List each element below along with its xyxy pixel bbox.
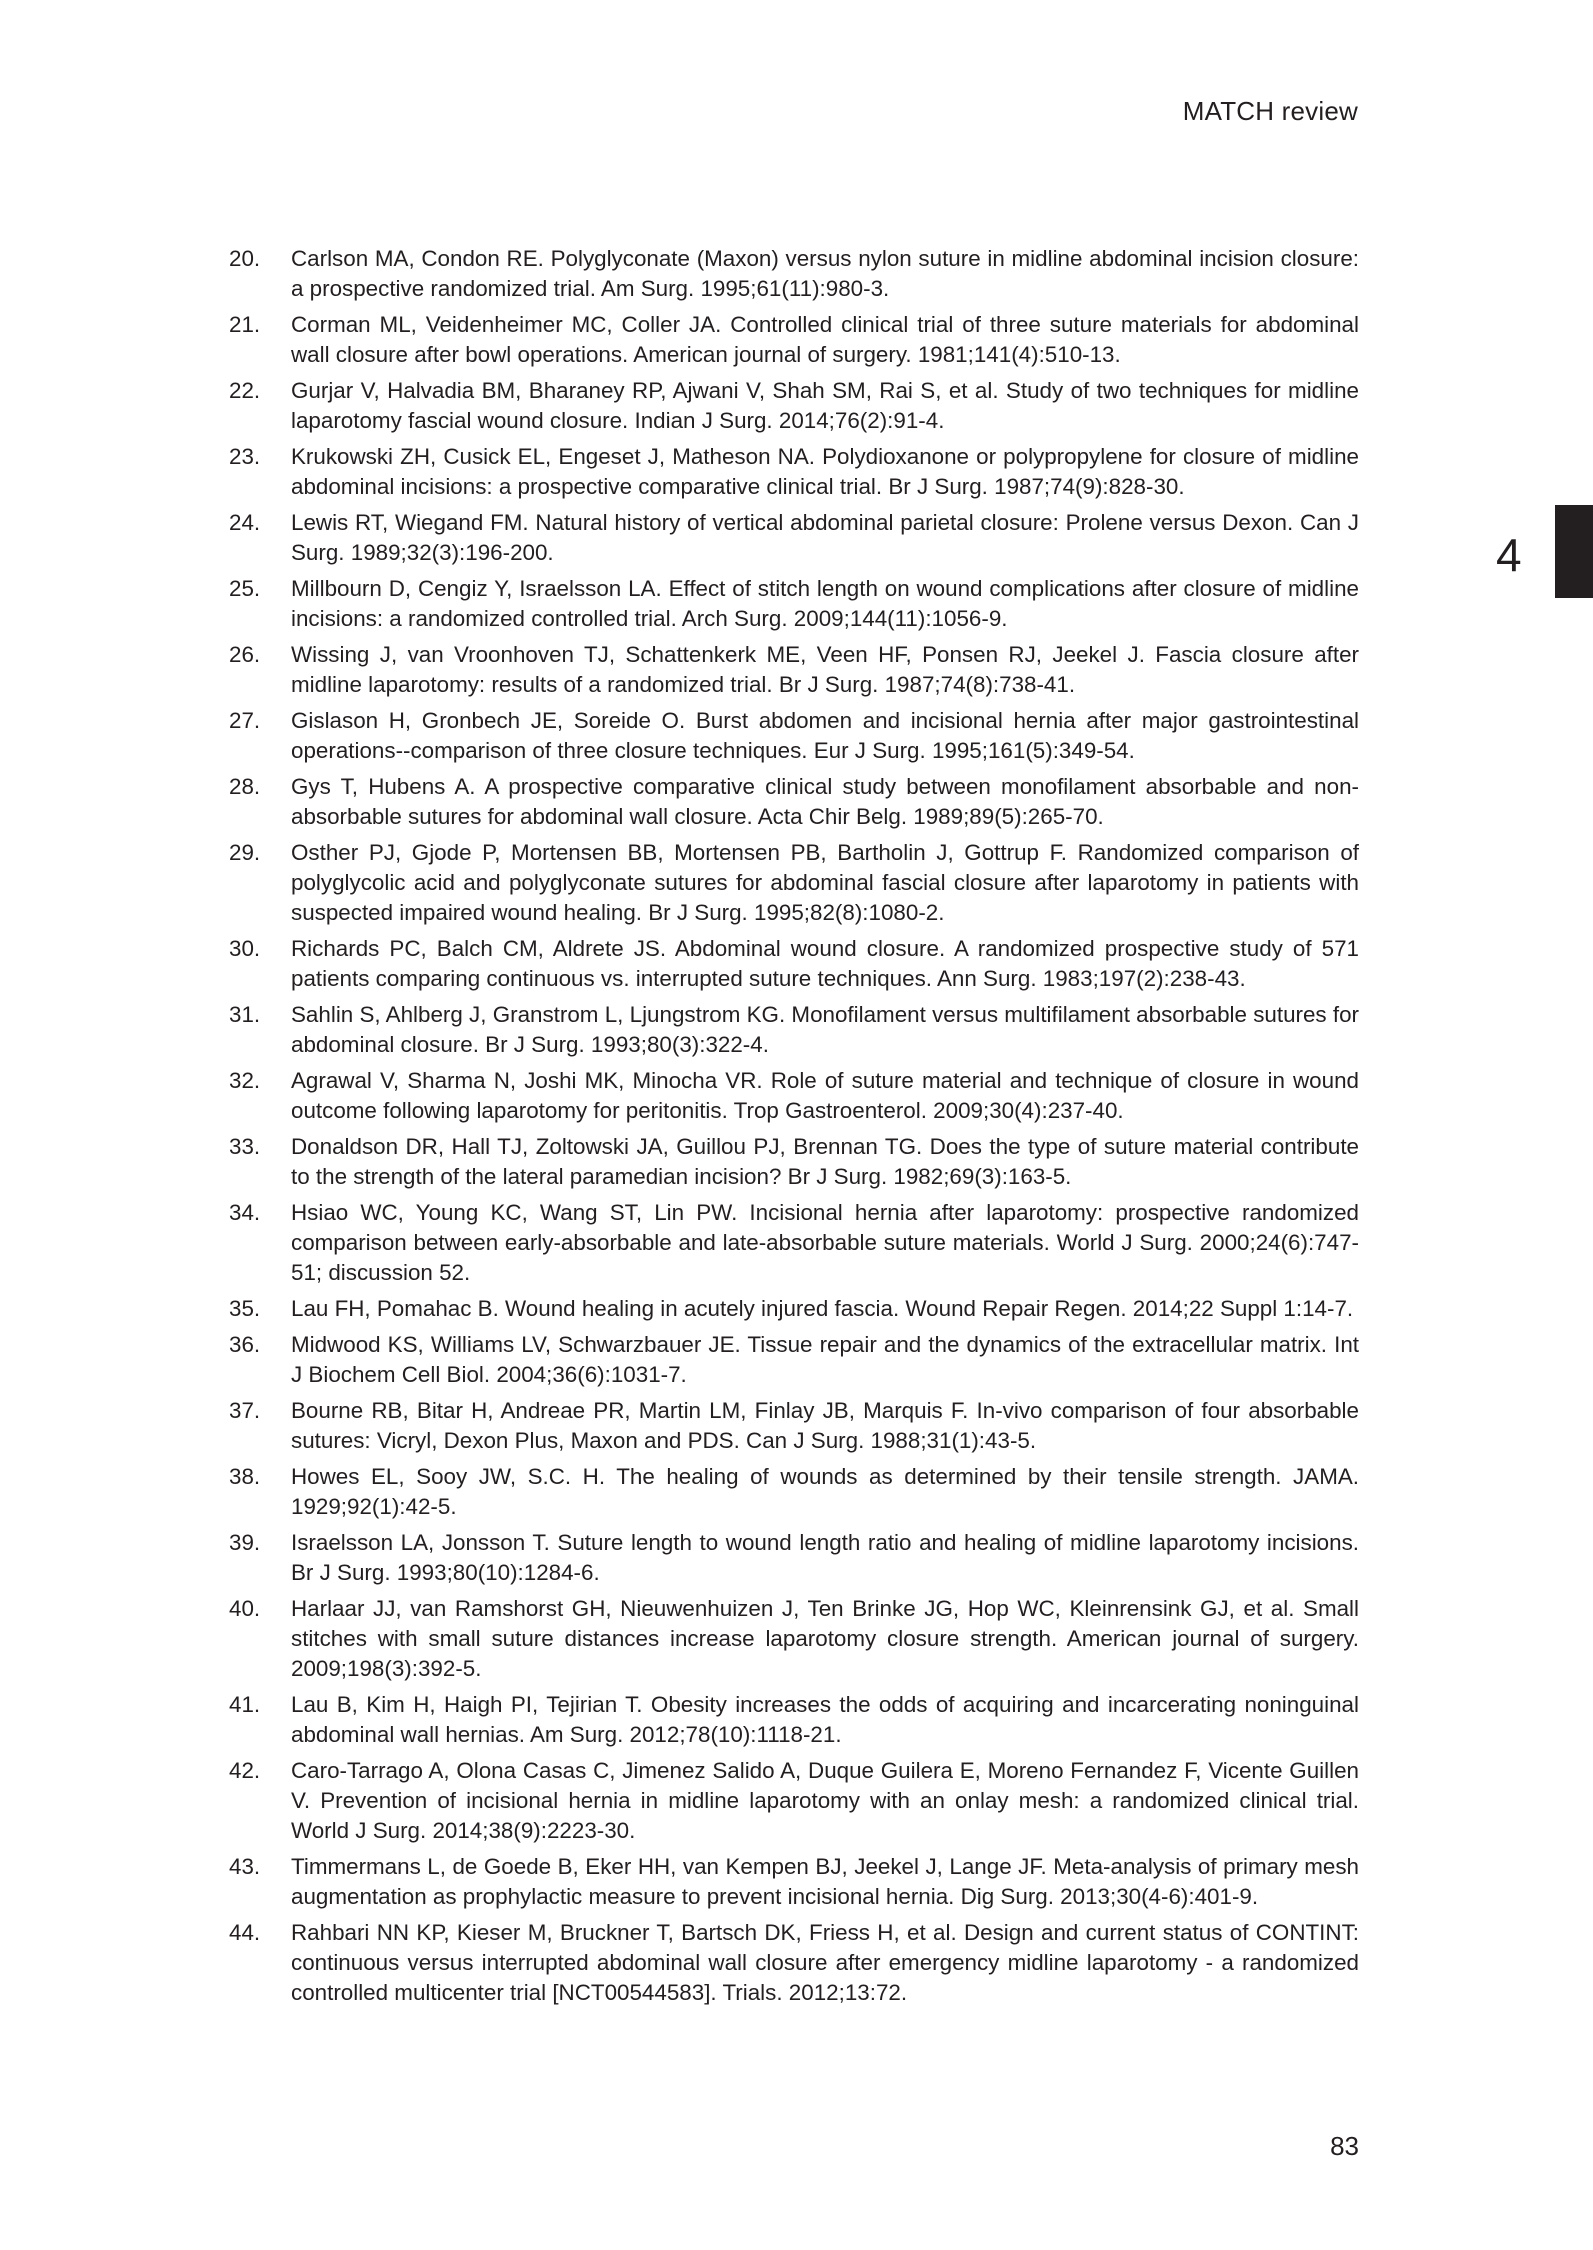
reference-number: 28.	[229, 774, 261, 799]
reference-item	[229, 442, 1359, 502]
reference-text: Gys T, Hubens A. A prospective comparative clinical study between monofilament absorbable and non-absorbable sutures for abdominal wall closure. Acta Chir Belg. 1989;89(5):265-70.	[291, 774, 1359, 829]
reference-number: 30.	[229, 936, 261, 961]
reference-item	[229, 1852, 1359, 1912]
reference-text: Agrawal V, Sharma N, Joshi MK, Minocha VR. Role of suture material and technique of closure in wound outcome following laparotomy for peritonitis. Trop Gastroenterol. 2009;30(4):237-40.	[291, 1068, 1359, 1123]
reference-item	[229, 1330, 1359, 1390]
reference-number: 37.	[229, 1398, 261, 1423]
reference-number: 33.	[229, 1134, 261, 1159]
reference-text: Millbourn D, Cengiz Y, Israelsson LA. Effect of stitch length on wound complications after closure of midline incisions: a randomized controlled trial. Arch Surg. 2009;144(11):1056-9.	[291, 576, 1359, 631]
reference-text: Harlaar JJ, van Ramshorst GH, Nieuwenhuizen J, Ten Brinke JG, Hop WC, Kleinrensink GJ, et al. Small stitches with small suture distances increase laparotomy closure strength. American journal of surgery. 2009;198(3):392-5.	[291, 1596, 1359, 1681]
reference-item	[229, 838, 1359, 928]
reference-number: 21.	[229, 312, 261, 337]
reference-text: Richards PC, Balch CM, Aldrete JS. Abdominal wound closure. A randomized prospective study of 571 patients comparing continuous vs. interrupted suture techniques. Ann Surg. 1983;197(2):238-43.	[291, 936, 1359, 991]
reference-item	[229, 1918, 1359, 2008]
reference-number: 44.	[229, 1920, 261, 1945]
reference-number: 24.	[229, 510, 261, 535]
reference-number: 29.	[229, 840, 261, 865]
reference-number: 34.	[229, 1200, 261, 1225]
reference-number: 27.	[229, 708, 261, 733]
reference-item	[229, 1690, 1359, 1750]
reference-item	[229, 1756, 1359, 1846]
reference-number: 43.	[229, 1854, 261, 1879]
reference-text: Krukowski ZH, Cusick EL, Engeset J, Matheson NA. Polydioxanone or polypropylene for closure of midline abdominal incisions: a prospective comparative clinical trial. Br J Surg. 1987;74(9):828-30.	[291, 444, 1359, 499]
reference-number: 38.	[229, 1464, 261, 1489]
reference-text: Osther PJ, Gjode P, Mortensen BB, Mortensen PB, Bartholin J, Gottrup F. Randomized comparison of polyglycolic acid and polyglyconate sutures for abdominal fascial closure after laparotomy in patients with suspected impaired wound healing. Br J Surg. 1995;82(8):1080-2.	[291, 840, 1359, 925]
reference-number: 41.	[229, 1692, 261, 1717]
reference-number: 22.	[229, 378, 261, 403]
reference-item	[229, 1594, 1359, 1684]
reference-item	[229, 1000, 1359, 1060]
reference-item	[229, 310, 1359, 370]
reference-number: 40.	[229, 1596, 261, 1621]
reference-number: 35.	[229, 1296, 261, 1321]
reference-item	[229, 376, 1359, 436]
reference-text: Howes EL, Sooy JW, S.C. H. The healing of wounds as determined by their tensile strength. JAMA. 1929;92(1):42-5.	[291, 1464, 1359, 1519]
reference-number: 31.	[229, 1002, 261, 1027]
reference-text: Carlson MA, Condon RE. Polyglyconate (Maxon) versus nylon suture in midline abdominal incision closure: a prospective randomized trial. Am Surg. 1995;61(11):980-3.	[291, 246, 1359, 301]
reference-text: Bourne RB, Bitar H, Andreae PR, Martin LM, Finlay JB, Marquis F. In-vivo comparison of four absorbable sutures: Vicryl, Dexon Plus, Maxon and PDS. Can J Surg. 1988;31(1):43-5.	[291, 1398, 1359, 1453]
reference-text: Caro-Tarrago A, Olona Casas C, Jimenez Salido A, Duque Guilera E, Moreno Fernandez F, Vicente Guillen V. Prevention of incisional hernia in midline laparotomy with an onlay mesh: a randomized clinical trial. World J Surg. 2014;38(9):2223-30.	[291, 1758, 1359, 1843]
reference-number: 39.	[229, 1530, 261, 1555]
chapter-number: 4	[1496, 529, 1522, 581]
reference-text: Timmermans L, de Goede B, Eker HH, van Kempen BJ, Jeekel J, Lange JF. Meta-analysis of primary mesh augmentation as prophylactic measure to prevent incisional hernia. Dig Surg. 2013;30(4-6):401-9.	[291, 1854, 1359, 1909]
reference-item	[229, 772, 1359, 832]
reference-number: 32.	[229, 1068, 261, 1093]
reference-text: Hsiao WC, Young KC, Wang ST, Lin PW. Incisional hernia after laparotomy: prospective randomized comparison between early-absorbable and late-absorbable suture materials. World J Surg. 2000;24(6):747-51; discussion 52.	[291, 1200, 1359, 1285]
reference-item	[229, 244, 1359, 304]
reference-item	[229, 1528, 1359, 1588]
reference-item	[229, 640, 1359, 700]
reference-number: 25.	[229, 576, 261, 601]
reference-text: Lau FH, Pomahac B. Wound healing in acutely injured fascia. Wound Repair Regen. 2014;22 Suppl 1:14-7.	[291, 1296, 1354, 1321]
reference-text: Wissing J, van Vroonhoven TJ, Schattenkerk ME, Veen HF, Ponsen RJ, Jeekel J. Fascia closure after midline laparotomy: results of a randomized trial. Br J Surg. 1987;74(8):738-41.	[291, 642, 1359, 697]
reference-number: 20.	[229, 246, 261, 271]
reference-item	[229, 1462, 1359, 1522]
reference-item	[229, 1066, 1359, 1126]
reference-text: Gislason H, Gronbech JE, Soreide O. Burst abdomen and incisional hernia after major gastrointestinal operations--comparison of three closure techniques. Eur J Surg. 1995;161(5):349-54.	[291, 708, 1359, 763]
chapter-tab-marker	[1555, 505, 1593, 598]
reference-text: Lau B, Kim H, Haigh PI, Tejirian T. Obesity increases the odds of acquiring and incarcerating noninguinal abdominal wall hernias. Am Surg. 2012;78(10):1118-21.	[291, 1692, 1359, 1747]
reference-number: 36.	[229, 1332, 261, 1357]
reference-text: Lewis RT, Wiegand FM. Natural history of vertical abdominal parietal closure: Prolene versus Dexon. Can J Surg. 1989;32(3):196-200.	[291, 510, 1359, 565]
reference-item	[229, 1198, 1359, 1288]
reference-item	[229, 508, 1359, 568]
reference-text: Israelsson LA, Jonsson T. Suture length to wound length ratio and healing of midline laparotomy incisions. Br J Surg. 1993;80(10):1284-6.	[291, 1530, 1359, 1585]
reference-text: Sahlin S, Ahlberg J, Granstrom L, Ljungstrom KG. Monofilament versus multifilament absorbable sutures for abdominal closure. Br J Surg. 1993;80(3):322-4.	[291, 1002, 1359, 1057]
reference-text: Gurjar V, Halvadia BM, Bharaney RP, Ajwani V, Shah SM, Rai S, et al. Study of two techniques for midline laparotomy fascial wound closure. Indian J Surg. 2014;76(2):91-4.	[291, 378, 1359, 433]
reference-text: Donaldson DR, Hall TJ, Zoltowski JA, Guillou PJ, Brennan TG. Does the type of suture material contribute to the strength of the lateral paramedian incision? Br J Surg. 1982;69(3):163-5.	[291, 1134, 1359, 1189]
reference-item	[229, 1132, 1359, 1192]
page-number: 83	[1330, 2131, 1359, 2161]
reference-text: Corman ML, Veidenheimer MC, Coller JA. Controlled clinical trial of three suture materials for abdominal wall closure after bowl operations. American journal of surgery. 1981;141(4):510-13.	[291, 312, 1359, 367]
reference-item	[229, 1294, 1359, 1324]
reference-item	[229, 1396, 1359, 1456]
reference-item	[229, 574, 1359, 634]
reference-number: 26.	[229, 642, 261, 667]
running-header: MATCH review	[1182, 96, 1358, 126]
reference-list	[229, 244, 1359, 2014]
reference-item	[229, 706, 1359, 766]
reference-text: Midwood KS, Williams LV, Schwarzbauer JE. Tissue repair and the dynamics of the extracellular matrix. Int J Biochem Cell Biol. 2004;36(6):1031-7.	[291, 1332, 1359, 1387]
reference-text: Rahbari NN KP, Kieser M, Bruckner T, Bartsch DK, Friess H, et al. Design and current status of CONTINT: continuous versus interrupted abdominal wall closure after emergency midline laparotomy - a randomized controlled multicenter trial [NCT00544583]. Trials. 2012;13:72.	[291, 1920, 1359, 2005]
reference-item	[229, 934, 1359, 994]
reference-number: 42.	[229, 1758, 261, 1783]
reference-number: 23.	[229, 444, 261, 469]
